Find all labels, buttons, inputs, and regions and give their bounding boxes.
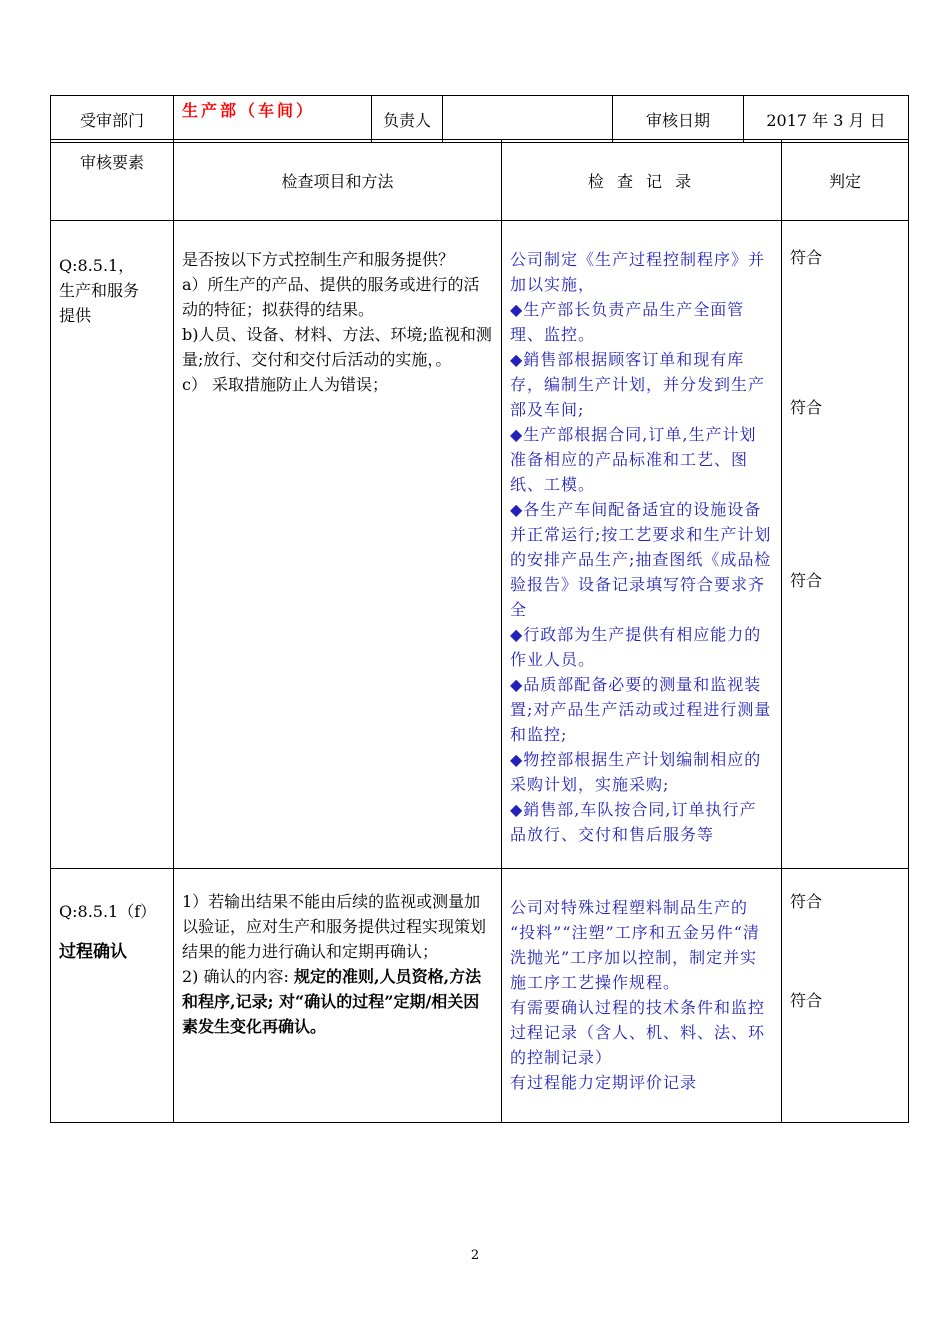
row1-record-line: ◆銷售部,车队按合同,订单执行产品放行、交付和售后服务等 xyxy=(510,800,757,844)
row1-record-line: ◆生产部长负责产品生产全面管理、监控。 xyxy=(510,300,745,344)
row1-method-line: c） 采取措施防止人为错误； xyxy=(182,375,389,394)
row1-element-line: 生产和服务 xyxy=(59,281,140,300)
row1-record xyxy=(502,221,782,869)
row2-verdict xyxy=(782,869,909,1123)
audit-table xyxy=(50,139,909,1123)
row2-record xyxy=(502,869,782,1123)
header-table xyxy=(50,95,909,143)
dept-value: 生产部（车间） xyxy=(174,96,372,143)
row1-record-line: ◆生产部根据合同,订单,生产计划准备相应的产品标准和工艺、图纸、工模。 xyxy=(510,425,757,494)
row1-method xyxy=(174,221,502,869)
owner-value xyxy=(443,96,613,143)
col-header-method: 检查项目和方法 xyxy=(174,140,502,221)
dept-label: 受审部门 xyxy=(51,96,174,143)
row1-element-line: 提供 xyxy=(59,306,92,325)
date-label: 审核日期 xyxy=(613,96,744,143)
row1-element-line: Q:8.5.1， xyxy=(59,256,135,275)
row1-method-line: b)人员、设备、材料、方法、环境;监视和测量;放行、交付和交付后活动的实施，。 xyxy=(182,325,492,369)
row1-record-line: ◆銷售部根据顾客订单和现有库存，编制生产计划，并分发到生产部及车间; xyxy=(510,350,766,419)
date-value: 2017 年 3 月 日 xyxy=(744,96,909,143)
col-header-verdict: 判定 xyxy=(782,140,909,221)
verdict-text: 符合 xyxy=(790,892,823,911)
verdict-text: 符合 xyxy=(790,571,823,590)
row1-record-line: ◆品质部配备必要的测量和监视装置;对产品生产活动或过程进行测量和监控; xyxy=(510,675,772,744)
row2-element-title: 过程确认 xyxy=(59,942,127,962)
row1-method-line: 是否按以下方式控制生产和服务提供？ xyxy=(182,250,455,269)
row2-record-line: 公司对特殊过程塑料制品生产的 “投料”“注塑”工序和五金另件“清洗抛光”工序加以控制，制定并实施工序工艺操作规程。 xyxy=(510,898,760,992)
col-header-element: 审核要素 xyxy=(51,140,174,221)
row1-record-line: ◆物控部根据生产计划编制相应的采购计划，实施采购; xyxy=(510,750,762,794)
verdict-text: 符合 xyxy=(790,991,823,1010)
row1-record-line: ◆行政部为生产提供有相应能力的作业人员。 xyxy=(510,625,762,669)
verdict-text: 符合 xyxy=(790,248,823,267)
row2-method-line: 2) 确认的内容: xyxy=(182,967,294,986)
table-row xyxy=(51,869,909,1123)
row2-element xyxy=(51,869,174,1123)
row2-element-line: Q:8.5.1（f） xyxy=(59,902,157,921)
table-row xyxy=(51,221,909,869)
row1-element xyxy=(51,221,174,869)
row1-record-line: ◆各生产车间配备适宜的设施设备并正常运行;按工艺要求和生产计划的安排产品生产;抽查图纸《成品检验报告》设备记录填写符合要求齐全 xyxy=(510,500,772,619)
row1-method-line: a）所生产的产品、提供的服务或进行的活动的特征；拟获得的结果。 xyxy=(182,275,480,319)
owner-label: 负责人 xyxy=(372,96,443,143)
row2-method xyxy=(174,869,502,1123)
row1-record-line: 公司制定《生产过程控制程序》并加以实施， xyxy=(510,250,766,294)
verdict-text: 符合 xyxy=(790,398,823,417)
page-number: 2 xyxy=(470,1248,480,1263)
row2-method-line: 1）若输出结果不能由后续的监视或测量加以验证，应对生产和服务提供过程实现策划结果的能力进行确认和定期再确认； xyxy=(182,892,487,961)
row2-record-line: 有需要确认过程的技术条件和监控过程记录（含人、机、料、法、环的控制记录） xyxy=(510,998,766,1067)
row1-verdict xyxy=(782,221,909,869)
row2-method-bold: 规定的准则,人员资格,方法和程序,记录; 对“确认的过程”定期/相关因素发生变化再确认。 xyxy=(182,967,482,1036)
col-header-record: 检 查 记 录 xyxy=(502,140,782,221)
row2-record-line: 有过程能力定期评价记录 xyxy=(510,1073,698,1092)
